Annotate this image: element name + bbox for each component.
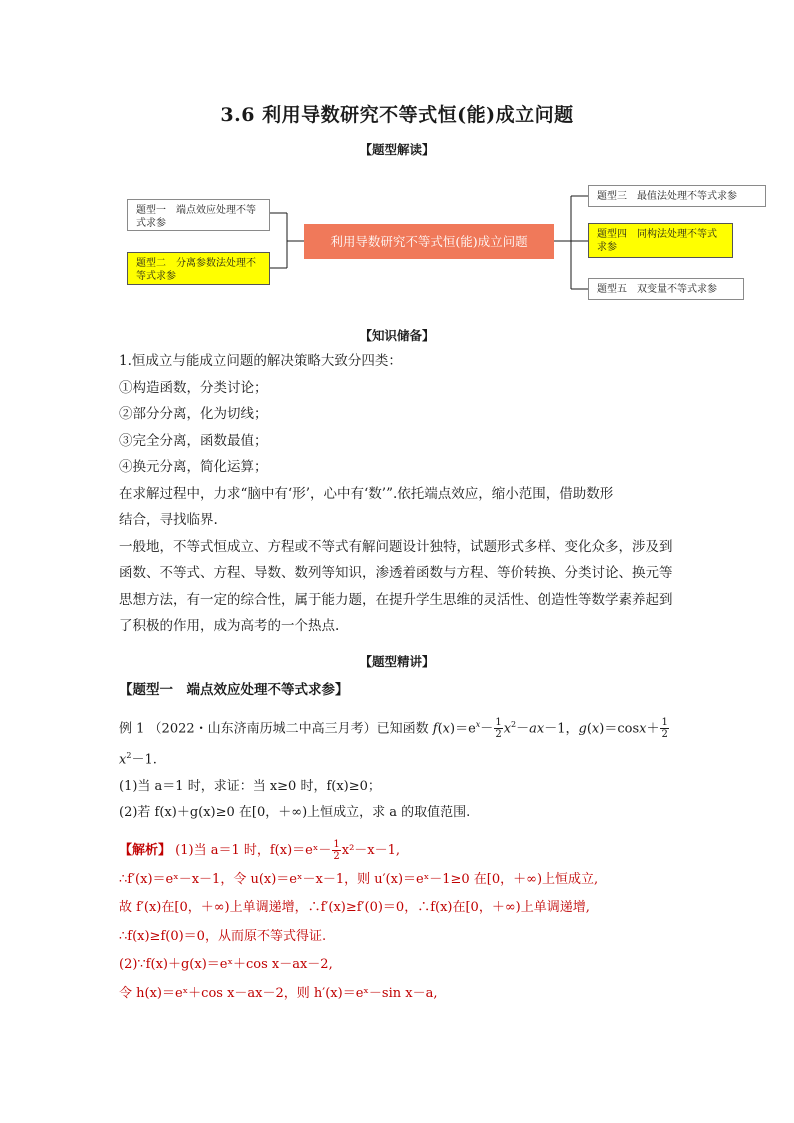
- solution-line-cont: x²－x－1,: [341, 843, 401, 858]
- solution-block: 【解析】 (1)当 a＝1 时，f(x)＝eˣ－ $\frac{1}{2}$ x²－x－1, ∴f′(x)＝eˣ－x－1，令 u(x)＝eˣ－x－1，则 u′(x)＝eˣ－1≥0 在[0，＋∞)上恒成立, 故 f′(x)在[0，＋∞)上单调递增，∴f′(x)≥f′(0)＝0，∴f(x)在[0，＋∞)上单调递增, ∴f(x)≥f(0)＝0，从而原不等式得证. (2)∵f(x)＋g(x)＝eˣ＋cos x－ax－2, 令 h(x)＝eˣ＋cos x－ax－2，则 h′(x)＝eˣ－sin x－a,: [119, 837, 689, 1008]
- solution-line: 故 f′(x)在[0，＋∞)上单调递增，∴f′(x)≥f′(0)＝0，∴f(x)在[0，＋∞)上单调递增,: [119, 900, 590, 915]
- example-source: （2022・山东济南历城二中高三月考）: [148, 721, 377, 737]
- section-heading-lecture: 【题型精讲】: [359, 654, 435, 669]
- section-heading-interpretation: 【题型解读】: [359, 142, 435, 157]
- knowledge-line: 在求解过程中，力求“脑中有‘形’，心中有‘数’”.依托端点效应，缩小范围，借助数形: [119, 485, 614, 502]
- example-question-2: (2)若 f(x)＋g(x)≥0 在[0，＋∞)上恒成立，求 a 的取值范围.: [119, 805, 471, 821]
- example-1: 例 1 （2022・山东济南历城二中高三月考）已知函数 $f(x)=e^x-$ $\frac{1}{2}$ $x^2-ax-1$，g(x)＝cosx＋ $\frac{1}{2}$ $x^2-1$. (1)当 a＝1 时，求证：当 x≥0 时，f(x)≥0； (2)若 f(x)＋g(x)≥0 在[0，＋∞)上恒成立，求 a 的取值范围.: [119, 712, 689, 827]
- knowledge-line: ②部分分离，化为切线；: [119, 406, 268, 422]
- solution-line: (1)当 a＝1 时，f(x)＝eˣ－: [175, 843, 332, 858]
- section-heading-knowledge: 【知识储备】: [359, 328, 435, 343]
- solution-line: ∴f(x)≥f(0)＝0，从而原不等式得证.: [119, 928, 327, 944]
- diagram-node-type-4: 题型四 同构法处理不等式求参: [588, 223, 733, 258]
- document-title: 3.6 利用导数研究不等式恒(能)成立问题: [220, 104, 574, 126]
- example-label: 例 1: [119, 721, 145, 737]
- diagram-center-node: 利用导数研究不等式恒(能)成立问题: [304, 224, 554, 259]
- diagram-node-type-3: 题型三 最值法处理不等式求参: [588, 185, 766, 207]
- solution-line: 令 h(x)＝eˣ＋cos x－ax－2，则 h′(x)＝eˣ－sin x－a,: [119, 985, 438, 1001]
- diagram-node-type-1: 题型一 端点效应处理不等式求参: [127, 199, 270, 231]
- knowledge-line: 结合，寻找临界.: [119, 512, 218, 528]
- diagram-node-type-5: 题型五 双变量不等式求参: [588, 278, 744, 300]
- knowledge-paragraph: 一般地，不等式恒成立、方程或不等式有解问题设计独特，试题形式多样、变化众多，涉及到函数、不等式、方程、导数、数列等知识，渗透着函数与方程、等价转换、分类讨论、换元等思想方法，有一定的综合性，属于能力题，在提升学生思维的灵活性、创造性等数学素养起到了积极的作用，成为高考的一个热点.: [119, 538, 673, 634]
- solution-line: ∴f′(x)＝eˣ－x－1，令 u(x)＝eˣ－x－1，则 u′(x)＝eˣ－1≥0 在[0，＋∞)上恒成立,: [119, 871, 599, 887]
- type-1-heading: 【题型一 端点效应处理不等式求参】: [119, 682, 349, 698]
- knowledge-line: ④换元分离，简化运算；: [119, 459, 268, 475]
- knowledge-line: ①构造函数，分类讨论；: [119, 379, 268, 396]
- knowledge-body: [119, 348, 679, 640]
- knowledge-line: 1.恒成立与能成立问题的解决策略大致分四类：: [119, 353, 402, 369]
- solution-line: (2)∵f(x)＋g(x)＝eˣ＋cos x－ax－2,: [119, 957, 333, 972]
- diagram-node-type-2: 题型二 分离参数法处理不等式求参: [127, 252, 270, 285]
- diagram-connectors: [0, 0, 794, 320]
- example-question-1: (1)当 a＝1 时，求证：当 x≥0 时，f(x)≥0；: [119, 778, 381, 794]
- solution-tag: 【解析】: [119, 843, 172, 858]
- knowledge-line: ③完全分离，函数最值；: [119, 432, 268, 449]
